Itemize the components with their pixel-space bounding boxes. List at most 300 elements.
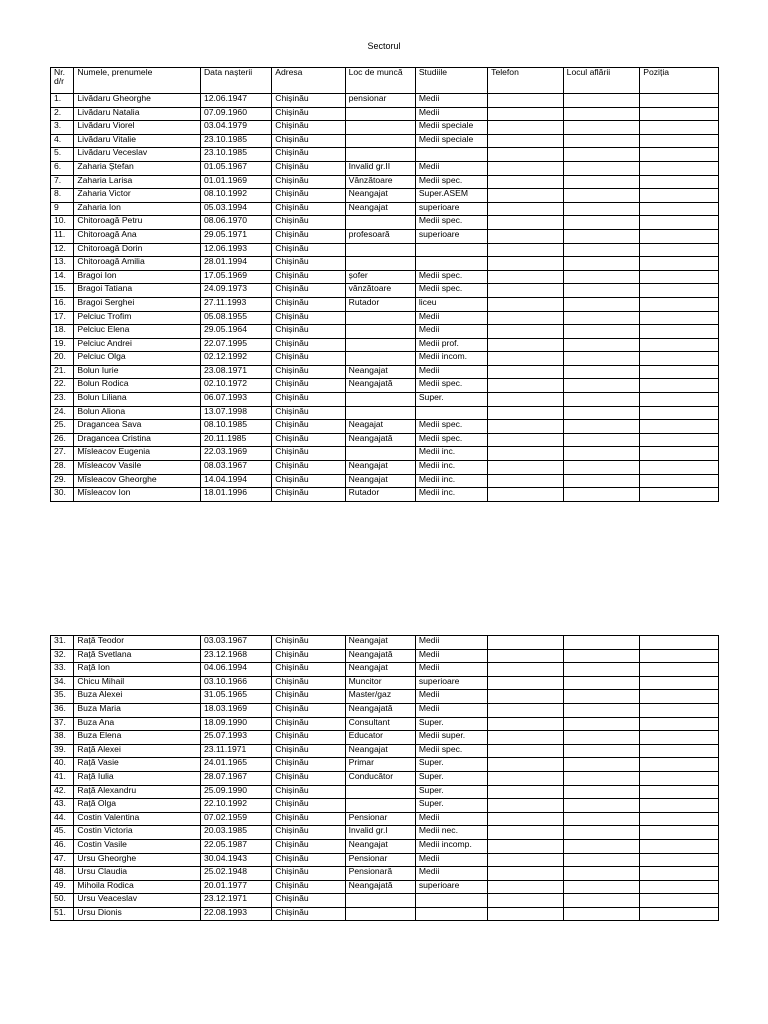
cell-position <box>640 488 719 502</box>
cell-birth-date: 08.10.1992 <box>200 189 271 203</box>
cell-studies: Medii spec. <box>415 744 487 758</box>
table-row <box>51 297 719 311</box>
cell-number: 37. <box>51 717 74 731</box>
cell-number: 14. <box>51 270 74 284</box>
cell-birth-date: 06.07.1993 <box>200 393 271 407</box>
cell-location <box>563 257 640 271</box>
cell-address: Chișinău <box>272 447 345 461</box>
cell-location <box>563 826 640 840</box>
cell-workplace <box>345 785 415 799</box>
cell-studies: Super. <box>415 393 487 407</box>
cell-birth-date: 25.02.1948 <box>200 867 271 881</box>
cell-location <box>563 447 640 461</box>
cell-studies: Medii <box>415 853 487 867</box>
cell-name: Buza Ana <box>74 717 201 731</box>
table-row <box>51 338 719 352</box>
cell-location <box>563 393 640 407</box>
cell-studies: Medii <box>415 325 487 339</box>
table-row <box>51 243 719 257</box>
cell-studies: Medii nec. <box>415 826 487 840</box>
header-workplace: Loc de muncă <box>345 68 415 94</box>
table-row <box>51 907 719 921</box>
cell-position <box>640 270 719 284</box>
cell-workplace <box>345 393 415 407</box>
cell-number: 48. <box>51 867 74 881</box>
table-row <box>51 379 719 393</box>
cell-phone <box>488 853 564 867</box>
cell-phone <box>488 134 564 148</box>
table-row <box>51 148 719 162</box>
cell-phone <box>488 406 564 420</box>
cell-number: 15. <box>51 284 74 298</box>
cell-phone <box>488 338 564 352</box>
cell-address: Chișinău <box>272 161 345 175</box>
cell-workplace <box>345 216 415 230</box>
cell-birth-date: 22.03.1969 <box>200 447 271 461</box>
cell-workplace: pensionar <box>345 94 415 108</box>
cell-phone <box>488 731 564 745</box>
cell-location <box>563 352 640 366</box>
cell-name: Buza Alexei <box>74 690 201 704</box>
cell-number: 29. <box>51 474 74 488</box>
cell-workplace: Neangajată <box>345 433 415 447</box>
cell-birth-date: 03.10.1966 <box>200 676 271 690</box>
cell-number: 47. <box>51 853 74 867</box>
cell-position <box>640 94 719 108</box>
cell-birth-date: 24.09.1973 <box>200 284 271 298</box>
cell-phone <box>488 488 564 502</box>
cell-location <box>563 338 640 352</box>
table-row <box>51 311 719 325</box>
cell-address: Chișinău <box>272 663 345 677</box>
table-row <box>51 799 719 813</box>
cell-name: Pelciuc Elena <box>74 325 201 339</box>
cell-name: Zaharia Ion <box>74 202 201 216</box>
cell-location <box>563 744 640 758</box>
cell-name: Bragoi Serghei <box>74 297 201 311</box>
cell-workplace: Neangajată <box>345 649 415 663</box>
cell-studies: Medii spec. <box>415 216 487 230</box>
cell-workplace: Neangajat <box>345 744 415 758</box>
cell-studies: Medii <box>415 812 487 826</box>
cell-phone <box>488 880 564 894</box>
cell-position <box>640 744 719 758</box>
cell-birth-date: 02.10.1972 <box>200 379 271 393</box>
residents-table-1 <box>50 67 719 502</box>
cell-number: 22. <box>51 379 74 393</box>
cell-name: Buza Maria <box>74 703 201 717</box>
table-row <box>51 474 719 488</box>
cell-number: 12. <box>51 243 74 257</box>
cell-phone <box>488 758 564 772</box>
cell-birth-date: 02.12.1992 <box>200 352 271 366</box>
cell-number: 43. <box>51 799 74 813</box>
cell-location <box>563 758 640 772</box>
cell-phone <box>488 393 564 407</box>
cell-workplace: Neangajat <box>345 461 415 475</box>
cell-phone <box>488 867 564 881</box>
cell-location <box>563 379 640 393</box>
table-row <box>51 107 719 121</box>
cell-studies: Medii spec. <box>415 379 487 393</box>
cell-birth-date: 23.12.1968 <box>200 649 271 663</box>
cell-address: Chișinău <box>272 325 345 339</box>
table-row <box>51 94 719 108</box>
cell-name: Rață Vasie <box>74 758 201 772</box>
cell-birth-date: 25.07.1993 <box>200 731 271 745</box>
cell-studies: Medii spec. <box>415 270 487 284</box>
cell-position <box>640 731 719 745</box>
cell-address: Chișinău <box>272 771 345 785</box>
cell-phone <box>488 284 564 298</box>
cell-address: Chișinău <box>272 717 345 731</box>
table-row <box>51 216 719 230</box>
cell-name: Chitoroagă Dorin <box>74 243 201 257</box>
cell-birth-date: 24.01.1965 <box>200 758 271 772</box>
cell-workplace: Neangajat <box>345 202 415 216</box>
cell-location <box>563 717 640 731</box>
cell-position <box>640 663 719 677</box>
table-row <box>51 365 719 379</box>
table-row <box>51 785 719 799</box>
cell-workplace: Invalid gr.I <box>345 826 415 840</box>
cell-address: Chișinău <box>272 433 345 447</box>
cell-workplace: Neangajat <box>345 474 415 488</box>
cell-position <box>640 853 719 867</box>
cell-name: Mihoila Rodica <box>74 880 201 894</box>
cell-studies: Medii <box>415 690 487 704</box>
cell-address: Chișinău <box>272 420 345 434</box>
cell-address: Chișinău <box>272 148 345 162</box>
table-row <box>51 393 719 407</box>
cell-location <box>563 461 640 475</box>
cell-workplace: Neangajat <box>345 663 415 677</box>
cell-birth-date: 17.05.1969 <box>200 270 271 284</box>
cell-phone <box>488 744 564 758</box>
cell-workplace: Pensionar <box>345 812 415 826</box>
cell-name: Livădaru Viorel <box>74 121 201 135</box>
cell-position <box>640 202 719 216</box>
cell-name: Rață Alexei <box>74 744 201 758</box>
cell-name: Rață Iulia <box>74 771 201 785</box>
cell-location <box>563 107 640 121</box>
cell-location <box>563 297 640 311</box>
cell-address: Chișinău <box>272 311 345 325</box>
cell-position <box>640 257 719 271</box>
cell-location <box>563 894 640 908</box>
table-row <box>51 121 719 135</box>
table-row <box>51 161 719 175</box>
cell-number: 46. <box>51 839 74 853</box>
cell-studies <box>415 406 487 420</box>
cell-location <box>563 365 640 379</box>
table-row <box>51 744 719 758</box>
cell-birth-date: 22.05.1987 <box>200 839 271 853</box>
cell-address: Chișinău <box>272 134 345 148</box>
cell-phone <box>488 161 564 175</box>
cell-number: 30. <box>51 488 74 502</box>
cell-workplace: Neagajat <box>345 420 415 434</box>
cell-workplace <box>345 134 415 148</box>
cell-workplace: Neangajat <box>345 636 415 650</box>
cell-studies: Medii prof. <box>415 338 487 352</box>
table-row <box>51 325 719 339</box>
cell-address: Chișinău <box>272 785 345 799</box>
cell-studies: Medii <box>415 365 487 379</box>
cell-address: Chișinău <box>272 175 345 189</box>
cell-location <box>563 771 640 785</box>
table-row <box>51 676 719 690</box>
cell-studies: Medii <box>415 867 487 881</box>
cell-studies: Medii speciale <box>415 121 487 135</box>
cell-number: 8. <box>51 189 74 203</box>
cell-phone <box>488 461 564 475</box>
cell-birth-date: 13.07.1998 <box>200 406 271 420</box>
cell-number: 19. <box>51 338 74 352</box>
cell-phone <box>488 379 564 393</box>
cell-phone <box>488 636 564 650</box>
cell-studies: Medii incomp. <box>415 839 487 853</box>
cell-birth-date: 03.04.1979 <box>200 121 271 135</box>
cell-name: Pelciuc Andrei <box>74 338 201 352</box>
cell-studies: superioare <box>415 676 487 690</box>
cell-number: 9 <box>51 202 74 216</box>
cell-birth-date: 07.09.1960 <box>200 107 271 121</box>
cell-studies: Medii spec. <box>415 420 487 434</box>
cell-address: Chișinău <box>272 393 345 407</box>
cell-name: Costin Valentina <box>74 812 201 826</box>
cell-name: Rață Alexandru <box>74 785 201 799</box>
cell-birth-date: 07.02.1959 <box>200 812 271 826</box>
cell-number: 42. <box>51 785 74 799</box>
cell-address: Chișinău <box>272 636 345 650</box>
cell-position <box>640 839 719 853</box>
cell-studies: Medii <box>415 161 487 175</box>
cell-name: Zaharia Ștefan <box>74 161 201 175</box>
cell-studies <box>415 894 487 908</box>
cell-birth-date: 28.01.1994 <box>200 257 271 271</box>
cell-number: 24. <box>51 406 74 420</box>
cell-workplace <box>345 121 415 135</box>
cell-address: Chișinău <box>272 379 345 393</box>
cell-birth-date: 01.05.1967 <box>200 161 271 175</box>
cell-birth-date: 23.12.1971 <box>200 894 271 908</box>
cell-phone <box>488 175 564 189</box>
cell-number: 50. <box>51 894 74 908</box>
cell-workplace <box>345 447 415 461</box>
cell-address: Chișinău <box>272 229 345 243</box>
cell-birth-date: 23.08.1971 <box>200 365 271 379</box>
cell-birth-date: 23.10.1985 <box>200 148 271 162</box>
cell-location <box>563 853 640 867</box>
cell-phone <box>488 270 564 284</box>
table-row <box>51 839 719 853</box>
cell-name: Bolun Aliona <box>74 406 201 420</box>
cell-location <box>563 812 640 826</box>
cell-workplace: Muncitor <box>345 676 415 690</box>
cell-studies: superioare <box>415 880 487 894</box>
table-row <box>51 175 719 189</box>
cell-birth-date: 28.07.1967 <box>200 771 271 785</box>
cell-phone <box>488 148 564 162</box>
cell-phone <box>488 785 564 799</box>
cell-name: Chitoroagă Ana <box>74 229 201 243</box>
cell-birth-date: 25.09.1990 <box>200 785 271 799</box>
cell-location <box>563 216 640 230</box>
cell-position <box>640 243 719 257</box>
cell-location <box>563 121 640 135</box>
cell-birth-date: 08.06.1970 <box>200 216 271 230</box>
cell-studies: Medii inc. <box>415 447 487 461</box>
cell-location <box>563 867 640 881</box>
cell-address: Chișinău <box>272 107 345 121</box>
cell-address: Chișinău <box>272 189 345 203</box>
table-row <box>51 717 719 731</box>
cell-workplace: Vânzătoare <box>345 175 415 189</box>
cell-birth-date: 01.01.1969 <box>200 175 271 189</box>
cell-workplace <box>345 406 415 420</box>
cell-address: Chișinău <box>272 94 345 108</box>
cell-location <box>563 284 640 298</box>
cell-address: Chișinău <box>272 488 345 502</box>
cell-studies: Medii incom. <box>415 352 487 366</box>
cell-workplace: Neangajat <box>345 839 415 853</box>
cell-name: Ursu Dionis <box>74 907 201 921</box>
cell-birth-date: 12.06.1993 <box>200 243 271 257</box>
cell-address: Chișinău <box>272 731 345 745</box>
header-name: Numele, prenumele <box>74 68 201 94</box>
table-row <box>51 867 719 881</box>
cell-workplace <box>345 243 415 257</box>
cell-position <box>640 636 719 650</box>
cell-number: 36. <box>51 703 74 717</box>
cell-location <box>563 649 640 663</box>
cell-phone <box>488 325 564 339</box>
cell-location <box>563 839 640 853</box>
table-row <box>51 488 719 502</box>
cell-location <box>563 134 640 148</box>
cell-studies: Medii <box>415 663 487 677</box>
cell-address: Chișinău <box>272 338 345 352</box>
cell-name: Dragancea Cristina <box>74 433 201 447</box>
table-row <box>51 826 719 840</box>
cell-number: 7. <box>51 175 74 189</box>
cell-name: Costin Victoria <box>74 826 201 840</box>
cell-position <box>640 461 719 475</box>
table-row <box>51 433 719 447</box>
cell-position <box>640 325 719 339</box>
cell-studies: Medii spec. <box>415 284 487 298</box>
header-row <box>51 68 719 94</box>
cell-phone <box>488 812 564 826</box>
cell-location <box>563 202 640 216</box>
cell-workplace: șofer <box>345 270 415 284</box>
cell-position <box>640 311 719 325</box>
table-row <box>51 202 719 216</box>
cell-name: Zaharia Larisa <box>74 175 201 189</box>
cell-location <box>563 433 640 447</box>
cell-studies: Super. <box>415 771 487 785</box>
page-title: Sectorul <box>367 41 401 51</box>
cell-studies: Medii <box>415 94 487 108</box>
cell-studies <box>415 257 487 271</box>
cell-position <box>640 229 719 243</box>
cell-phone <box>488 703 564 717</box>
cell-birth-date: 12.06.1947 <box>200 94 271 108</box>
cell-name: Ursu Gheorghe <box>74 853 201 867</box>
cell-position <box>640 799 719 813</box>
cell-address: Chișinău <box>272 744 345 758</box>
cell-studies: Medii spec. <box>415 175 487 189</box>
cell-position <box>640 107 719 121</box>
cell-studies: Super. <box>415 758 487 772</box>
cell-phone <box>488 216 564 230</box>
cell-address: Chișinău <box>272 297 345 311</box>
cell-phone <box>488 243 564 257</box>
cell-position <box>640 907 719 921</box>
cell-number: 26. <box>51 433 74 447</box>
cell-workplace: Neangajată <box>345 880 415 894</box>
cell-workplace: Primar <box>345 758 415 772</box>
cell-name: Livădaru Veceslav <box>74 148 201 162</box>
cell-workplace: Pensionară <box>345 867 415 881</box>
cell-address: Chișinău <box>272 649 345 663</box>
cell-birth-date: 14.04.1994 <box>200 474 271 488</box>
cell-number: 18. <box>51 325 74 339</box>
cell-location <box>563 488 640 502</box>
table-row <box>51 189 719 203</box>
cell-birth-date: 05.08.1955 <box>200 311 271 325</box>
cell-location <box>563 161 640 175</box>
cell-workplace <box>345 311 415 325</box>
cell-position <box>640 758 719 772</box>
cell-name: Zaharia Victor <box>74 189 201 203</box>
cell-number: 40. <box>51 758 74 772</box>
cell-workplace: Invalid gr.II <box>345 161 415 175</box>
cell-birth-date: 20.11.1985 <box>200 433 271 447</box>
cell-name: Buza Elena <box>74 731 201 745</box>
cell-name: Bragoi Tatiana <box>74 284 201 298</box>
cell-phone <box>488 676 564 690</box>
cell-studies: Medii spec. <box>415 433 487 447</box>
header-number: Nr. d/r <box>51 68 74 94</box>
cell-workplace <box>345 325 415 339</box>
cell-phone <box>488 690 564 704</box>
cell-address: Chișinău <box>272 474 345 488</box>
cell-phone <box>488 799 564 813</box>
cell-number: 21. <box>51 365 74 379</box>
header-location: Locul aflării <box>563 68 640 94</box>
cell-location <box>563 406 640 420</box>
cell-position <box>640 474 719 488</box>
cell-address: Chișinău <box>272 365 345 379</box>
cell-phone <box>488 447 564 461</box>
cell-name: Rață Olga <box>74 799 201 813</box>
cell-address: Chișinău <box>272 812 345 826</box>
cell-address: Chișinău <box>272 826 345 840</box>
cell-phone <box>488 420 564 434</box>
cell-workplace: Master/gaz <box>345 690 415 704</box>
cell-number: 31. <box>51 636 74 650</box>
cell-workplace <box>345 148 415 162</box>
cell-number: 45. <box>51 826 74 840</box>
cell-name: Costin Vasile <box>74 839 201 853</box>
cell-phone <box>488 771 564 785</box>
cell-birth-date: 22.07.1995 <box>200 338 271 352</box>
cell-name: Rață Ion <box>74 663 201 677</box>
cell-workplace: Pensionar <box>345 853 415 867</box>
cell-workplace: profesoară <box>345 229 415 243</box>
